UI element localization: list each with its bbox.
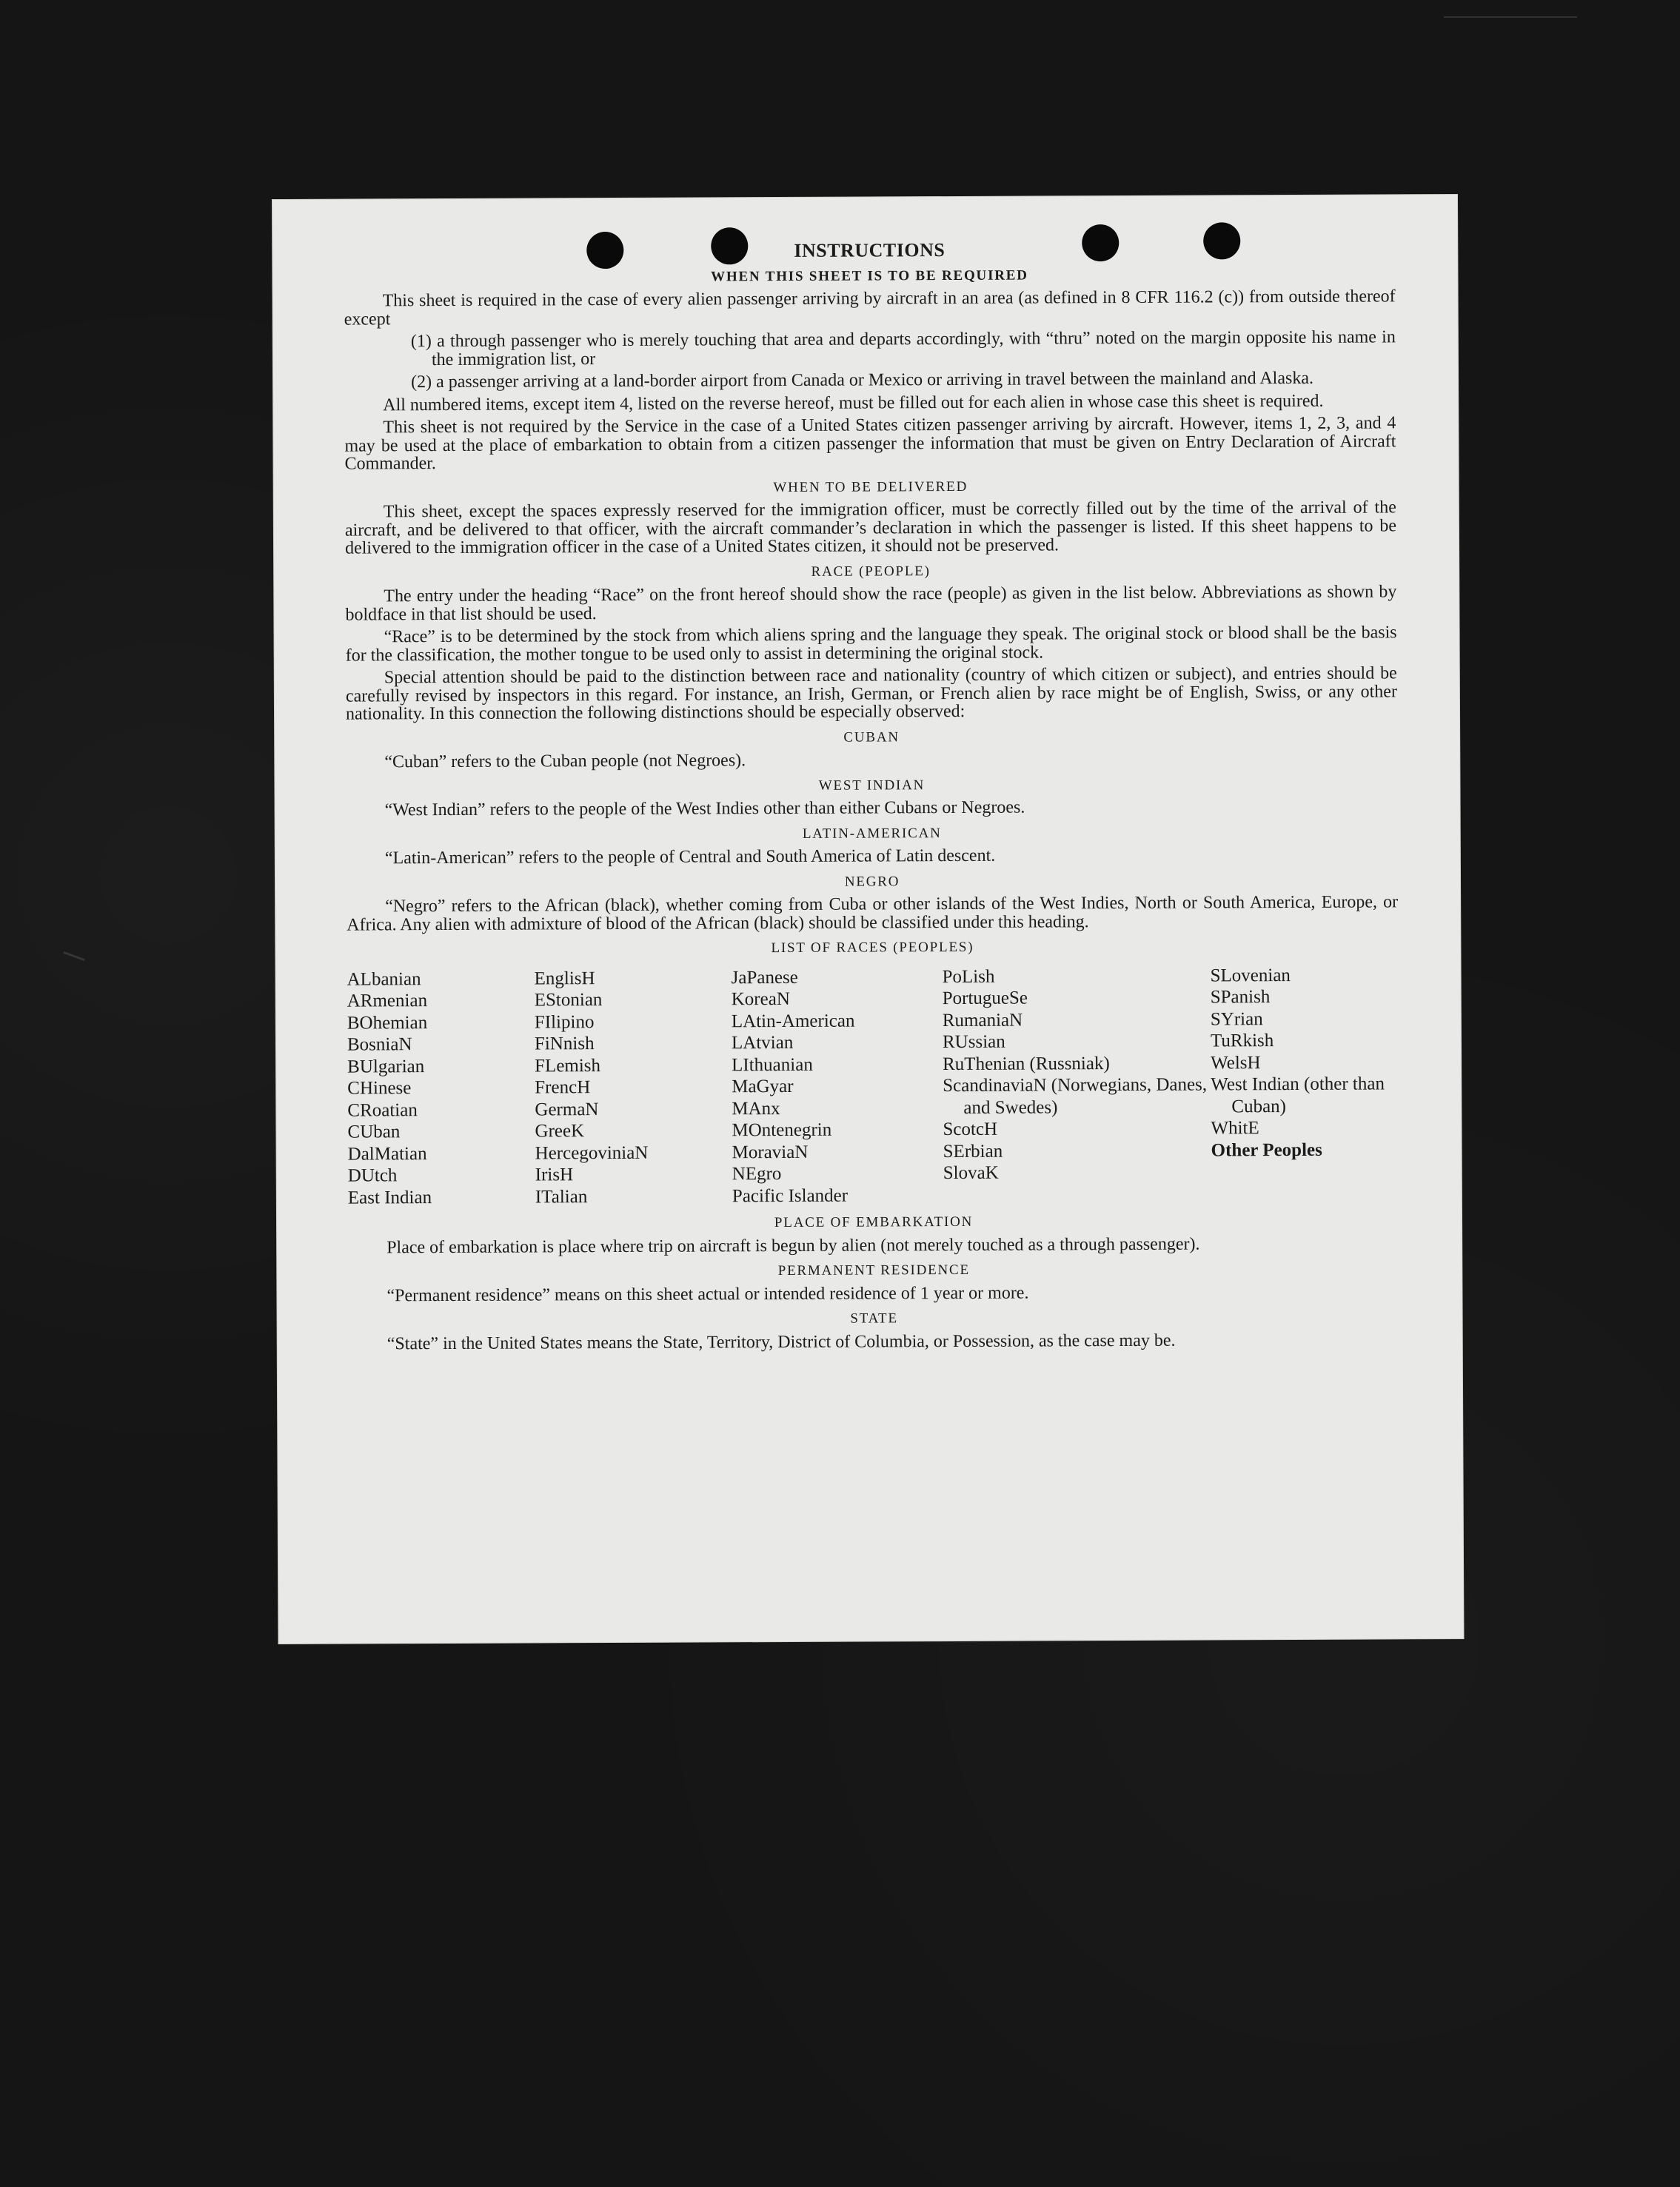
paragraph: “Negro” refers to the African (black), whether coming from Cuba or other islands of the West Indies, North or South America, Europe, or Africa. Any alien with admixture of blood of the African (black) should be classified under this heading. [347, 892, 1399, 935]
instruction-sheet [272, 195, 1463, 1644]
paragraph: All numbered items, except item 4, listed on the reverse hereof, must be filled out for each alien in whose case this sheet is required. [383, 391, 1324, 415]
race-item: KoreaN [731, 988, 790, 1010]
race-item: DUtch [347, 1165, 398, 1186]
race-item: Other Peoples [1211, 1139, 1322, 1160]
section-heading: LIST OF RACES (PEOPLES) [771, 939, 974, 957]
race-item: PoLish [942, 966, 995, 987]
race-column [732, 966, 943, 1208]
race-list [347, 964, 1399, 1209]
race-item: CRoatian [347, 1099, 418, 1121]
race-item: ARmenian [347, 991, 428, 1011]
race-item: IrisH [535, 1165, 574, 1185]
paragraph: “West Indian” refers to the people of the West Indies other than either Cubans or Negroes. [384, 797, 1025, 820]
race-item: EStonian [534, 990, 603, 1011]
paragraph: “State” in the United States means the State, Territory, District of Columbia, or Possession, as the case may be. [386, 1330, 1176, 1353]
race-item: MOntenegrin [732, 1119, 832, 1141]
race-item: ScandinaviaN (Norwegians, Danes, and Swedes) [943, 1074, 1208, 1118]
race-column [943, 965, 1211, 1206]
section-heading: PLACE OF EMBARKATION [774, 1213, 974, 1231]
race-item: FLemish [535, 1055, 601, 1076]
list-item: (1) a through passenger who is merely touching that area and departs accordingly, with “thru” noted on the margin opposite his name in the immigration list, or [410, 327, 1396, 369]
race-item: FrencH [535, 1077, 591, 1098]
race-item: BUlgarian [347, 1056, 425, 1077]
race-item: RUssian [942, 1031, 1005, 1053]
race-item: FIlipino [534, 1011, 595, 1032]
paragraph: This sheet is required in the case of every alien passenger arriving by aircraft in an area (as defined in 8 CFR 116.2 (c)) from outside thereof except [344, 287, 1396, 329]
race-item: JaPanese [731, 967, 798, 988]
document-title: INSTRUCTIONS [794, 239, 946, 261]
film-scratch [1444, 16, 1577, 18]
race-item: ScotcH [943, 1119, 998, 1140]
paragraph: The entry under the heading “Race” on the front hereof should show the race (people) as given in the list below. Abbreviations as shown by boldface in that list should be used. [345, 582, 1397, 625]
race-item: SYrian [1210, 1008, 1263, 1029]
section-heading: PERMANENT RESIDENCE [777, 1262, 970, 1279]
race-item: BosniaN [347, 1034, 412, 1055]
section-heading: LATIN-AMERICAN [802, 825, 942, 842]
race-item: FiNnish [534, 1034, 595, 1054]
race-item: CUban [347, 1122, 401, 1142]
paragraph: This sheet, except the spaces expressly reserved for the immigration officer, must be correctly filled out by the time of the arrival of the aircraft, and be delivered to that officer, with the aircraft commander’s declaration in which the passenger is listed. If this sheet happens to be delivered to the immigration officer in the case of a United States citizen, it should not be preserved. [344, 498, 1396, 558]
race-item: MaGyar [732, 1076, 794, 1097]
section-heading: CUBAN [843, 729, 900, 746]
race-item: SlovaK [943, 1162, 999, 1184]
race-item: ALbanian [347, 968, 421, 990]
race-item: ITalian [535, 1186, 588, 1207]
race-item: East Indian [347, 1187, 432, 1208]
paragraph: Special attention should be paid to the distinction between race and nationality (country of which citizen or subject), and entries should be carefully revised by inspectors in this regard. For instance, an Irish, German, or French alien by race might be of English, Swiss, or any other nationality. In this connection the following distinctions should be especially observed: [345, 663, 1397, 724]
section-heading: STATE [850, 1310, 898, 1327]
section-heading: RACE (PEOPLE) [811, 563, 931, 580]
section-heading: WHEN THIS SHEET IS TO BE REQUIRED [711, 267, 1028, 284]
race-item: SErbian [943, 1141, 1003, 1162]
race-item: LAtvian [731, 1032, 794, 1054]
race-item: SPanish [1210, 987, 1271, 1008]
race-item: GreeK [535, 1121, 585, 1142]
race-item: MAnx [732, 1098, 780, 1119]
race-item: HercegoviniaN [535, 1142, 649, 1163]
race-item: SLovenian [1210, 965, 1291, 985]
paragraph: “Race” is to be determined by the stock from which aliens spring and the language they speak. The original stock or blood shall be the basis for the classification, the mother tongue to be used only to assist in determining the original stock. [345, 623, 1397, 666]
race-item: GermaN [535, 1099, 599, 1119]
race-item: MoraviaN [732, 1142, 809, 1162]
race-item: DalMatian [347, 1143, 427, 1165]
race-item: RumaniaN [942, 1010, 1023, 1031]
section-heading: NEGRO [844, 873, 900, 890]
race-column [535, 967, 732, 1208]
race-item: West Indian (other than Cuban) [1211, 1074, 1385, 1116]
race-item: CHinese [347, 1078, 412, 1099]
race-item: LAtin-American [731, 1011, 855, 1031]
race-item: Pacific Islander [732, 1185, 849, 1206]
paragraph: “Cuban” refers to the Cuban people (not Negroes). [384, 751, 746, 772]
race-item: EnglisH [534, 968, 595, 988]
race-column [1211, 964, 1399, 1205]
paragraph: “Permanent residence” means on this sheet actual or intended residence of 1 year or more. [386, 1283, 1029, 1305]
race-item: WelsH [1211, 1052, 1261, 1073]
race-item: PortugueSe [942, 988, 1028, 1009]
race-item: RuThenian (Russniak) [943, 1053, 1110, 1074]
list-item: (2) a passenger arriving at a land-border airport from Canada or Mexico or arriving in travel between the mainland and Alaska. [411, 368, 1314, 392]
race-column [347, 968, 535, 1209]
sheet-content [344, 239, 1400, 1357]
race-item: WhitE [1211, 1118, 1259, 1139]
paragraph: This sheet is not required by the Service in the case of a United States citizen passenger arriving by aircraft. However, items 1, 2, 3, and 4 may be used at the place of embarkation to obtain from a citizen passenger the information that must be given on Entry Declaration of Aircraft Commander. [344, 413, 1396, 474]
race-item: LIthuanian [732, 1054, 813, 1075]
race-item: BOhemian [347, 1012, 428, 1034]
race-item: TuRkish [1210, 1031, 1274, 1051]
paragraph: Place of embarkation is place where trip on aircraft is begun by alien (not merely touched as a through passenger). [386, 1234, 1200, 1257]
paragraph: “Latin-American” refers to the people of Central and South America of Latin descent. [384, 845, 996, 868]
section-heading: WHEN TO BE DELIVERED [773, 478, 968, 495]
section-heading: WEST INDIAN [818, 777, 926, 794]
race-item: NEgro [732, 1164, 782, 1185]
